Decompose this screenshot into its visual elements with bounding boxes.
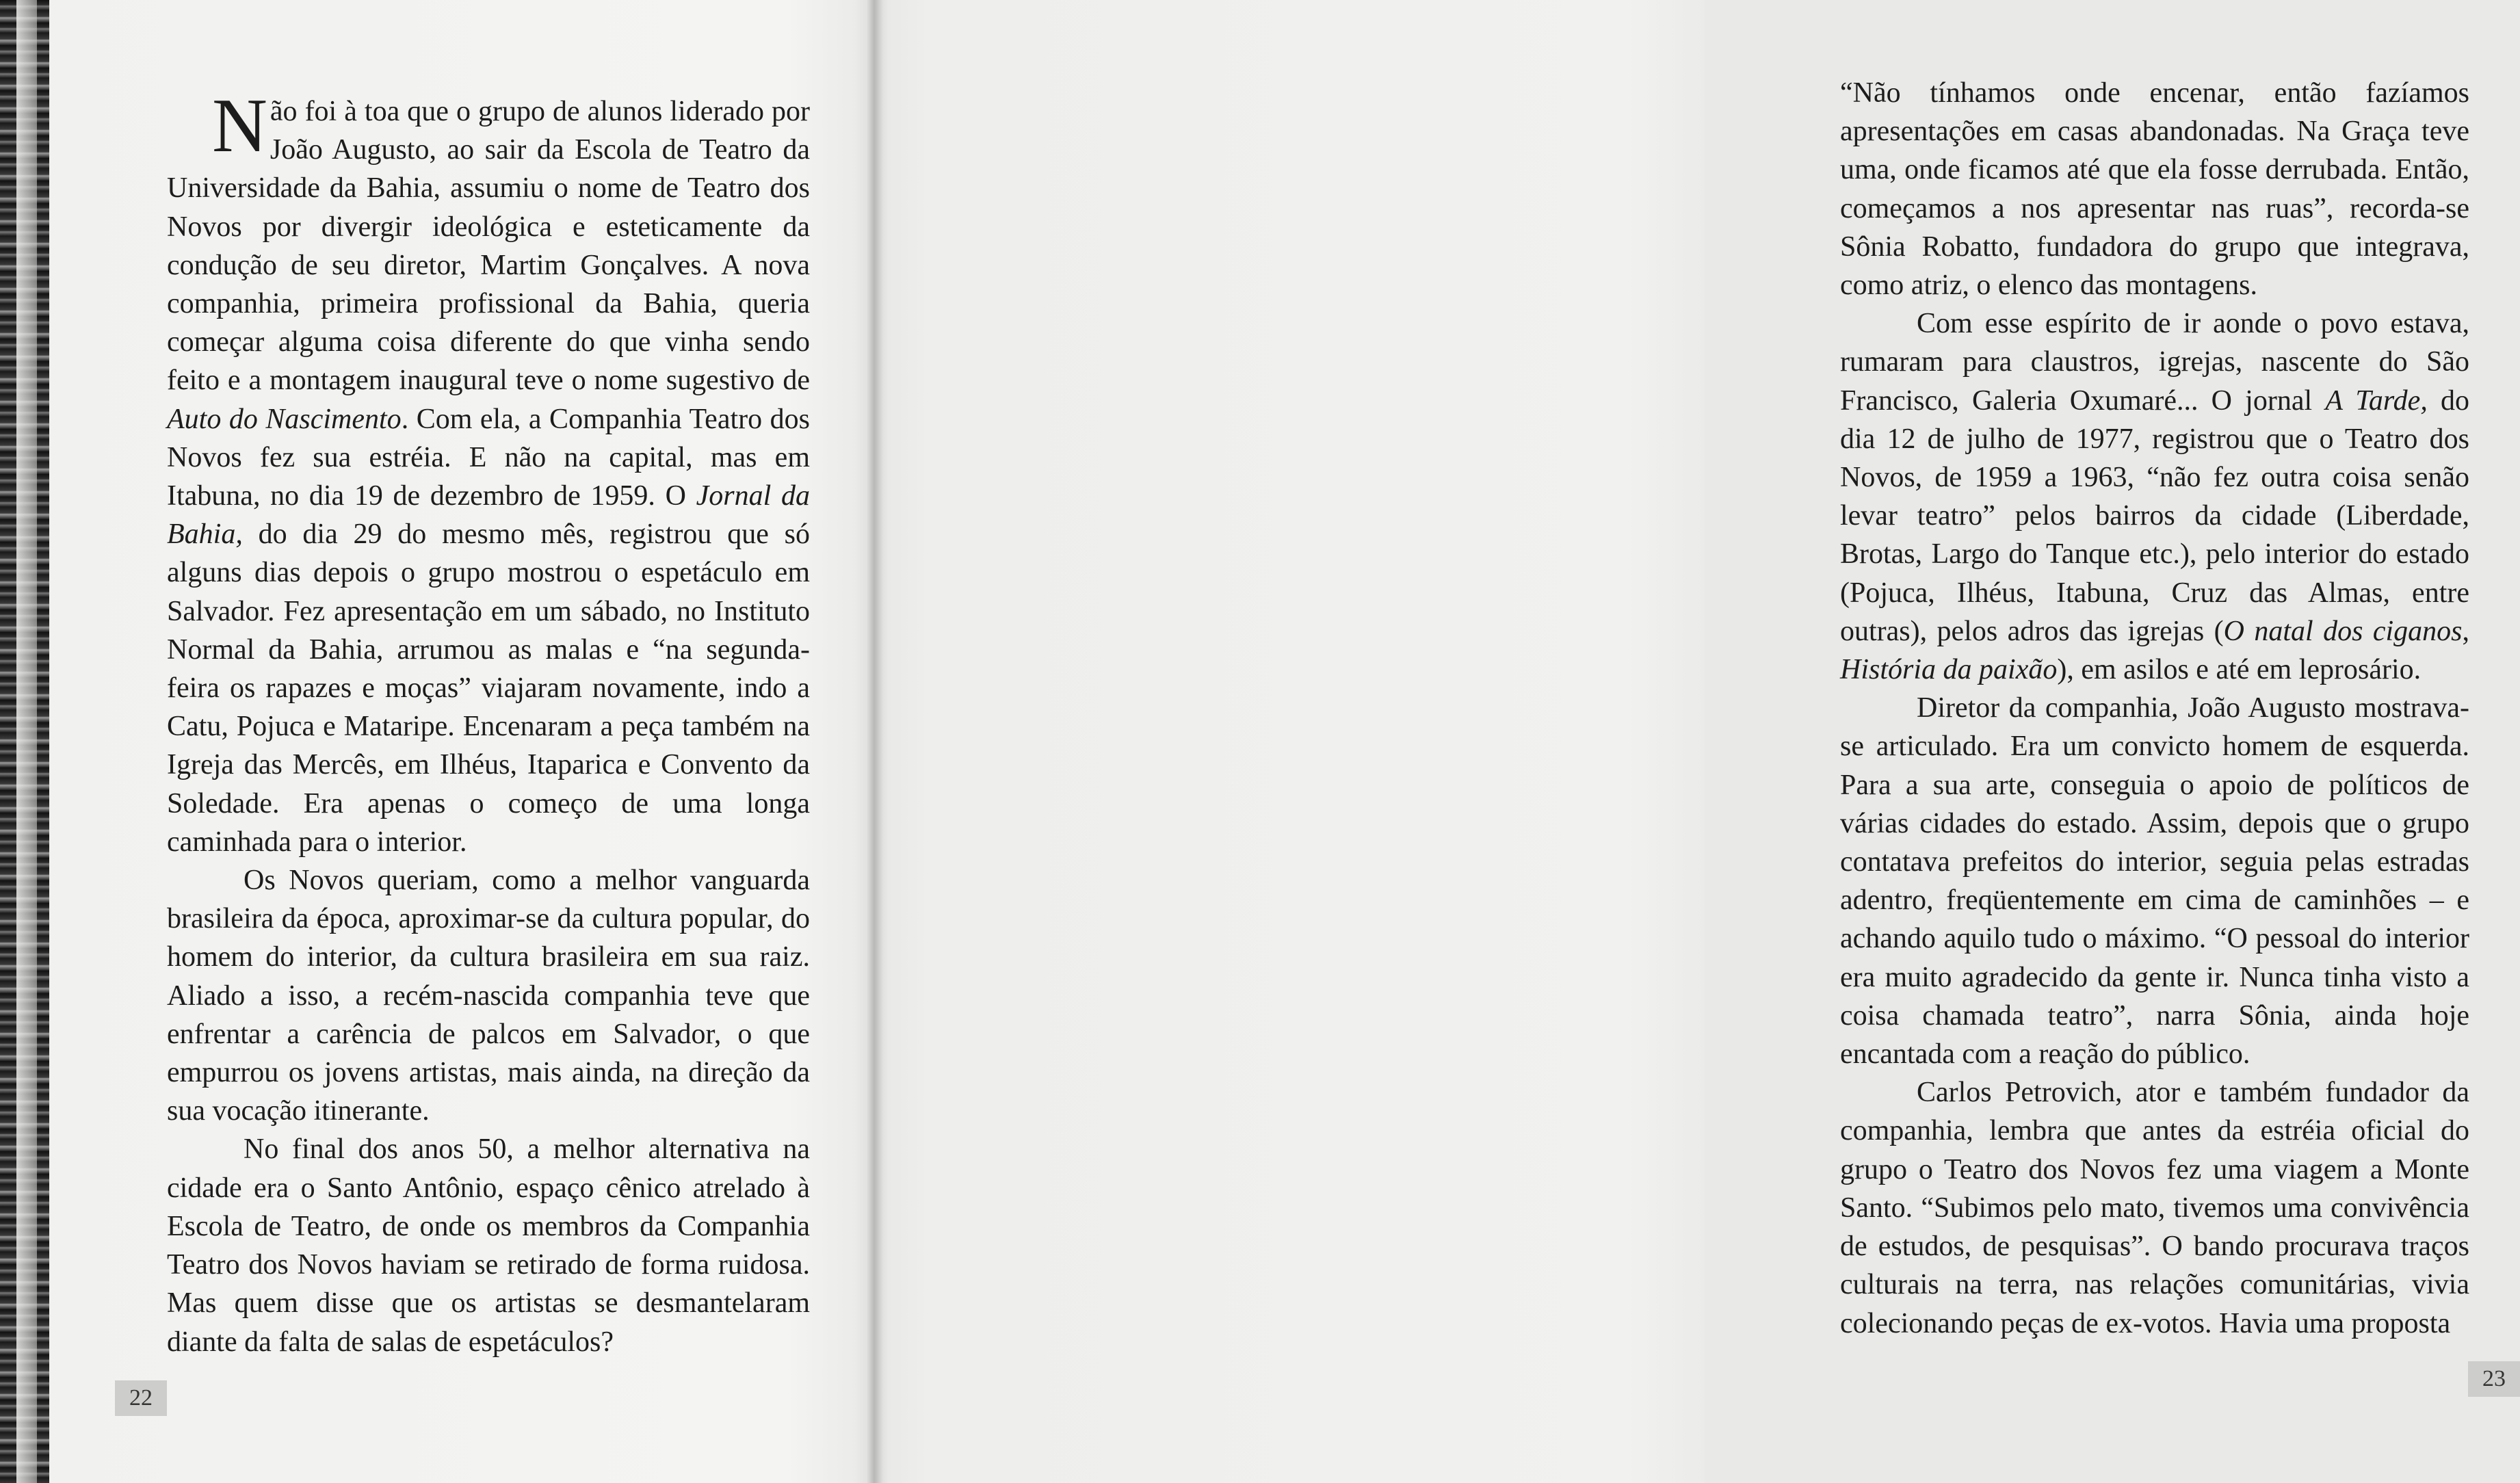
left-p1-italic-title: Auto do Nascimento <box>167 403 402 435</box>
page-number-left: 22 <box>115 1380 167 1416</box>
right-p2-italic-play-1: O natal dos ciganos <box>2223 615 2463 647</box>
right-paragraph-3: Diretor da companhia, João Augusto mostrava-se articulado. Era um convicto homem de esquerda. Para a sua arte, conseguia o apoio de políticos de várias cidades do estado. Assim, depois que o grupo contatava prefeitos do interior, seguia pelas estradas adentro, freqüentemente em cima de caminhões – e achando aquilo tudo o máximo. “O pessoal do interior era muito agradecido da gente ir. Nunca tinha visto a coisa chamada teatro”, narra Sônia, ainda hoje encantada com a reação do público. <box>1840 692 2469 1071</box>
page-edge-shadow <box>0 0 49 1483</box>
page-number-right: 23 <box>2468 1361 2520 1397</box>
right-p2-text-c: , <box>2462 615 2470 647</box>
right-paragraph-2 <box>1840 304 2469 689</box>
left-page-text <box>167 83 811 1361</box>
left-p1-italic-newspaper: Jornal da Bahia, <box>167 480 811 551</box>
right-p2-italic-play-2: História da paixão <box>1840 654 2058 686</box>
right-p2-text-b: do dia 12 de julho de 1977, registrou que o Teatro dos Novos, de 1959 a 1963, “não fez outra coisa senão levar teatro” pelos bairros da cidade (Liberdade, Brotas, Largo do Tanque etc.), pelo interior do estado (Pojuca, Ilhéus, Itabuna, Cruz das Almas, entre outras), pelos adros das igrejas ( <box>1840 384 2470 647</box>
right-paragraph-4: Carlos Petrovich, ator e também fundador da companhia, lembra que antes da estréia oficial do grupo o Teatro dos Novos fez uma viagem a Monte Santo. “Subimos pelo mato, tivemos uma convivência de estudos, de pesquisas”. O bando procurava traços culturais na terra, nas relações comunitárias, vivia colecionando peças de ex-votos. Havia uma proposta <box>1840 1077 2469 1339</box>
right-p2-text-d: ), em asilos e até em leprosário. <box>2057 654 2421 686</box>
left-p1-text-b: . Com ela, a Companhia Teatro dos Novos fez sua estréia. E não na capital, mas em Itabuna, no dia 19 de dezembro de 1959. O <box>167 403 810 512</box>
left-paragraph-3: No final dos anos 50, a melhor alternativa na cidade era o Santo Antônio, espaço cênico atrelado à Escola de Teatro, de onde os membros da Companhia Teatro dos Novos haviam se retirado de forma ruidosa. Mas quem disse que os artistas se desmantelaram diante da falta de salas de espetáculos? <box>167 1133 810 1358</box>
left-paragraph-2: Os Novos queriam, como a melhor vanguarda brasileira da época, aproximar-se da cultura popular, do homem do interior, da cultura brasileira em sua raiz. Aliado a isso, a recém-nascida companhia teve que enfrentar a carência de palcos em Salvador, o que empurrou os jovens artistas, mais ainda, na direção da sua vocação itinerante. <box>167 865 810 1127</box>
left-p1-text-a: ão foi à toa que o grupo de alunos liderado por João Augusto, ao sair da Escola de Teatro da Universidade da Bahia, assumiu o nome de Teatro dos Novos por divergir ideológica e esteticamente da condução de seu diretor, Martim Gonçalves. A nova companhia, primeira profissional da Bahia, queria começar alguma coisa diferente do que vinha sendo feito e a montagem inaugural teve o nome sugestivo de <box>167 96 810 397</box>
right-paragraph-1: “Não tínhamos onde encenar, então fazíamos apresentações em casas abandonadas. Na Graça teve uma, onde ficamos até que ela fosse derrubada. Então, começamos a nos apresentar nas ruas”, recorda-se Sônia Robatto, fundadora do grupo que integrava, como atriz, o elenco das montagens. <box>1840 77 2469 302</box>
right-p2-italic-newspaper: A Tarde, <box>2325 384 2428 417</box>
drop-cap: N <box>212 83 267 168</box>
book-gutter <box>866 0 882 1483</box>
left-page <box>0 0 874 1483</box>
right-p2-text-a: Com esse espírito de ir aonde o povo estava, rumaram para claustros, igrejas, nascente do São Francisco, Galeria Oxumaré... O jornal <box>1840 308 2469 417</box>
right-page <box>874 0 2506 1483</box>
left-paragraph-1 <box>167 83 811 861</box>
left-p1-text-c: do dia 29 do mesmo mês, registrou que só alguns dias depois o grupo mostrou o espetáculo em Salvador. Fez apresentação em um sábado, no Instituto Normal da Bahia, arrumou as malas e “na segunda-feira os rapazes e moças” viajaram novamente, indo a Catu, Pojuca e Mataripe. Encenaram a peça também na Igreja das Mercês, em Ilhéus, Itaparica e Convento da Soledade. Era apenas o começo de uma longa caminhada para o interior. <box>167 519 810 858</box>
right-page-text <box>1840 74 2469 1343</box>
